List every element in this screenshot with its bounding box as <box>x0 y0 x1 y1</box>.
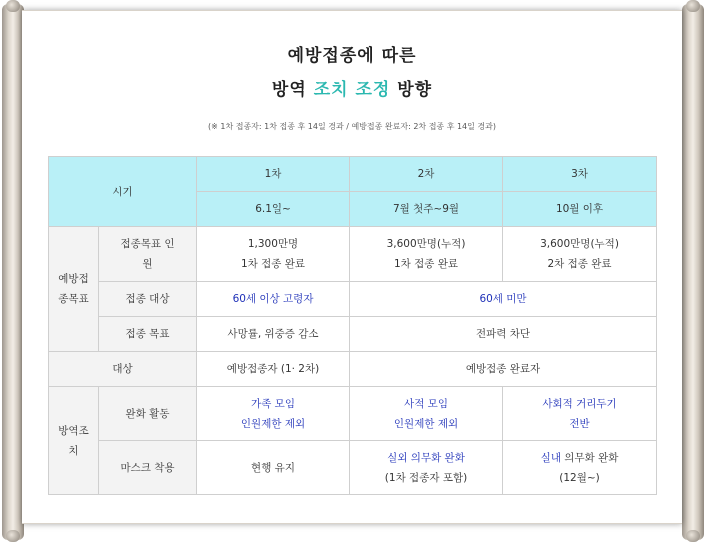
goal-phase-23: 전파력 차단 <box>350 317 657 352</box>
target-group-label: 예방접종목표 <box>49 227 99 352</box>
goal-label: 접종 목표 <box>99 317 197 352</box>
count-label: 접종목표 인원 <box>99 227 197 282</box>
phase-2-date: 7월 첫주~9월 <box>350 192 503 227</box>
phase-1-header: 1차 <box>197 157 350 192</box>
activity-phase-1: 가족 모임 인원제한 제외 <box>197 387 350 441</box>
title-highlight: 조치 조정 <box>313 80 391 100</box>
vaccination-table <box>48 156 657 495</box>
measures-label: 방역조치 <box>49 387 99 495</box>
scroll-knob-top-right <box>686 0 700 12</box>
mask-phase-2: 실외 의무화 완화 (1차 접종자 포함) <box>350 441 503 495</box>
target-label: 접종 대상 <box>99 282 197 317</box>
count-phase-1: 1,300만명 1차 접종 완료 <box>197 227 350 282</box>
phase-2-header: 2차 <box>350 157 503 192</box>
title-suffix: 방향 <box>390 80 433 100</box>
activity-phase-3: 사회적 거리두기 전반 <box>503 387 657 441</box>
mask-phase-1: 현행 유지 <box>197 441 350 495</box>
title-line-2 <box>22 75 682 100</box>
scroll-knob-bottom-left <box>6 530 20 542</box>
activity-label: 완화 활동 <box>99 387 197 441</box>
phase-1-date: 6.1일~ <box>197 192 350 227</box>
phase-3-header: 3차 <box>503 157 657 192</box>
phase-3-date: 10월 이후 <box>503 192 657 227</box>
title-prefix: 방역 <box>271 80 314 100</box>
mask-phase-3: 실내 의무화 완화 (12월~) <box>503 441 657 495</box>
period-label: 시기 <box>49 157 197 227</box>
subject-label: 대상 <box>49 352 197 387</box>
note-text: (※ 1차 접종자: 1차 접종 후 14일 경과 / 예방접종 완료자: 2차 접종 후 14일 경과) <box>207 122 496 131</box>
scroll-knob-bottom-right <box>686 530 700 542</box>
target-phase-23: 60세 미만 <box>350 282 657 317</box>
goal-phase-1: 사망률, 위중증 감소 <box>197 317 350 352</box>
scroll-rod-right <box>682 4 704 540</box>
activity-phase-2: 사적 모임 인원제한 제외 <box>350 387 503 441</box>
target-phase-1: 60세 이상 고령자 <box>197 282 350 317</box>
subject-phase-23: 예방접종 완료자 <box>350 352 657 387</box>
scroll-knob-top-left <box>6 0 20 12</box>
count-phase-2: 3,600만명(누적) 1차 접종 완료 <box>350 227 503 282</box>
count-phase-3: 3,600만명(누적) 2차 접종 완료 <box>503 227 657 282</box>
mask-label: 마스크 착용 <box>99 441 197 495</box>
scroll-rod-left <box>2 4 24 540</box>
title-line-1: 예방접종에 따른 <box>287 46 417 66</box>
subject-phase-1: 예방접종자 (1· 2차) <box>197 352 350 387</box>
